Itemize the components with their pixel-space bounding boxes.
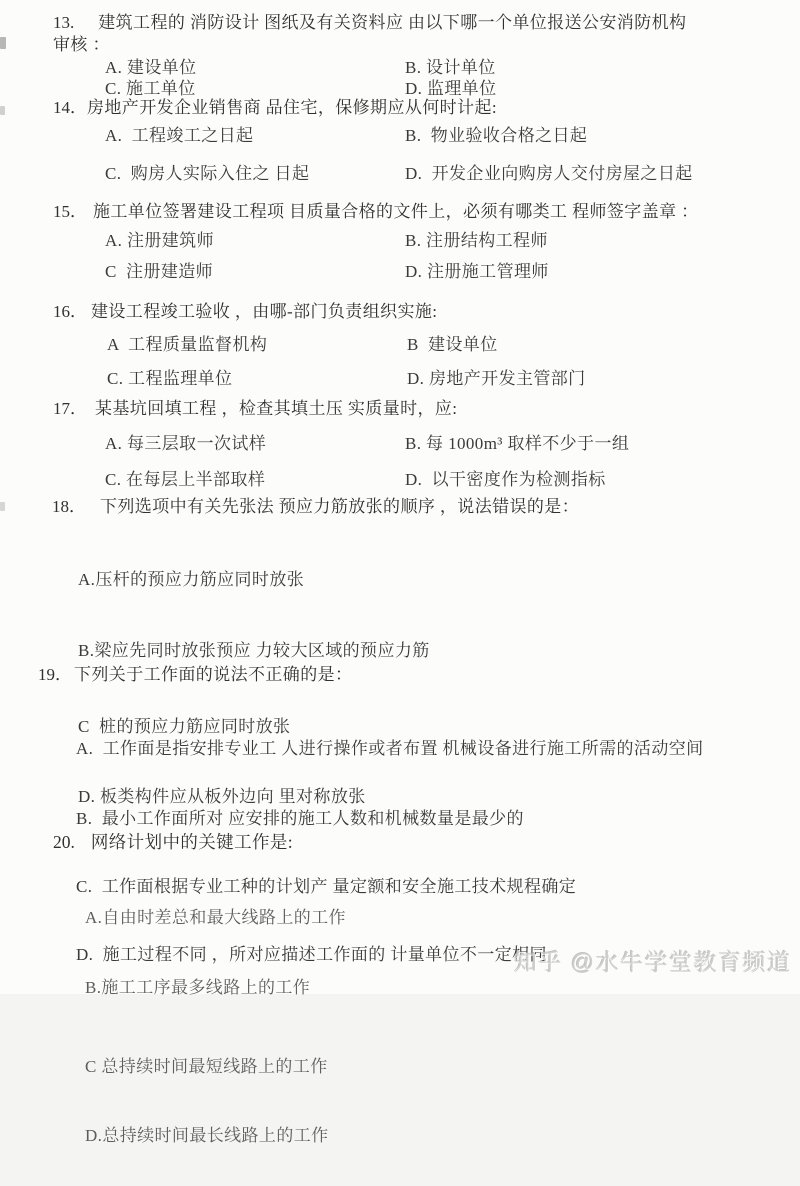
question-15-stem xyxy=(53,201,777,223)
question-18-text: 下列选项中有关先张法 预应力筋放张的顺序 ，说法错误的是： xyxy=(100,497,580,516)
option-b: B. 最小工作面所对 应安排的施工人数和机械数量是最少的 xyxy=(76,809,524,828)
option-b: B. 设计单位 xyxy=(405,58,496,77)
option-c: C. 工程监理单位 xyxy=(107,369,233,388)
scan-artifact xyxy=(0,502,5,511)
question-15-text: 施工单位签署建设工程项 目质量合格的文件上，必须有哪类工 程师签字盖章 ： xyxy=(93,202,699,221)
question-20-options xyxy=(53,853,777,1186)
question-16-options xyxy=(53,335,777,389)
scan-artifact xyxy=(0,106,5,115)
question-15 xyxy=(53,201,777,282)
question-16-stem xyxy=(53,301,777,323)
question-20-stem xyxy=(53,831,777,853)
option-c: C 总持续时间最短线路上的工作 xyxy=(85,1057,328,1076)
option-d: D. 板类构件应从板外边向 里对称放张 xyxy=(78,787,366,806)
option-b: B. 物业验收合格之日起 xyxy=(405,126,588,145)
question-13 xyxy=(53,12,777,99)
option-d: D. 施工过程不同 ，所对应描述工作面的 计量单位不一定相同 xyxy=(76,945,547,964)
question-15-number: 15． xyxy=(53,202,87,221)
option-c: C. 在每层上半部取样 xyxy=(105,470,266,489)
option-c: C. 购房人实际入住之 日起 xyxy=(105,164,310,183)
option-a: A.压杆的预应力筋应同时放张 xyxy=(78,570,305,589)
question-13-number: 13. xyxy=(53,13,75,32)
question-20 xyxy=(53,831,777,1186)
question-20-text: 网络计划中的关键工作是: xyxy=(90,832,294,852)
question-13-stem xyxy=(53,12,777,56)
question-19-text: 下列关于工作面的说法不正确的是： xyxy=(74,665,353,684)
question-14-options xyxy=(53,126,777,184)
option-b: B 建设单位 xyxy=(407,335,498,354)
option-d: D. 房地产开发主管部门 xyxy=(407,369,586,388)
option-b: B.梁应先同时放张预应 力较大区域的预应力筋 xyxy=(78,641,430,660)
question-14-text: 房地产开发企业销售商 品住宅，保修期应从何时计起: xyxy=(87,98,497,117)
option-c: C. 工作面根据专业工种的计划产 量定额和安全施工技术规程确定 xyxy=(76,877,577,896)
question-20-number: 20. xyxy=(53,832,75,852)
option-b: B.施工工序最多线路上的工作 xyxy=(85,978,311,997)
option-d: D. 监理单位 xyxy=(405,79,497,98)
option-d: D.总持续时间最长线路上的工作 xyxy=(85,1126,329,1145)
question-19-stem xyxy=(38,664,786,686)
question-14-stem xyxy=(53,97,777,119)
option-a: A.自由时差总和最大线路上的工作 xyxy=(85,908,346,927)
question-14 xyxy=(53,97,777,184)
option-a: A. 工程竣工之日起 xyxy=(105,126,254,145)
option-a: A 工程质量监督机构 xyxy=(107,335,268,354)
option-c: C 桩的预应力筋应同时放张 xyxy=(78,717,291,736)
option-d: D. 注册施工管理师 xyxy=(405,262,549,281)
option-c: C. 施工单位 xyxy=(105,79,196,98)
question-17-stem xyxy=(53,398,777,420)
option-c: C 注册建造师 xyxy=(105,262,214,281)
question-17-text: 某基坑回填工程 ，检查其填土压 实质量时，应: xyxy=(95,399,458,418)
question-18-stem xyxy=(52,496,776,518)
option-a: A. 工作面是指安排专业工 人进行操作或者布置 机械设备进行施工所需的活动空间 xyxy=(76,739,704,758)
question-14-number: 14． xyxy=(53,98,87,117)
option-a: A. 建设单位 xyxy=(105,58,197,77)
question-18-number: 18． xyxy=(52,497,86,516)
option-b: B. 每 1000m³ 取样不少于一组 xyxy=(405,434,630,453)
question-19-number: 19． xyxy=(38,665,72,684)
question-13-options xyxy=(53,58,777,99)
question-16-text: 建设工程竣工验收 ，由哪-部门负责组织实施: xyxy=(91,302,438,321)
question-15-options xyxy=(53,231,777,282)
zhihu-watermark: 知乎 @水牛学堂教育频道 xyxy=(514,949,792,975)
question-13-text-line2: 审核 ： xyxy=(53,35,110,54)
option-b: B. 注册结构工程师 xyxy=(405,231,548,250)
option-a: A. 注册建筑师 xyxy=(105,231,214,250)
option-d: D. 以干密度作为检测指标 xyxy=(405,470,606,489)
question-17-options xyxy=(53,434,777,490)
question-16 xyxy=(53,301,777,389)
scan-artifact xyxy=(0,37,6,49)
question-17 xyxy=(53,398,777,490)
question-16-number: 16． xyxy=(53,302,87,321)
question-13-text: 建筑工程的 消防设计 图纸及有关资料应 由以下哪一个单位报送公安消防机构 xyxy=(98,13,687,32)
option-a: A. 每三层取一次试样 xyxy=(105,434,267,453)
option-d: D. 开发企业向购房人交付房屋之日起 xyxy=(405,164,693,183)
question-17-number: 17． xyxy=(53,399,87,418)
